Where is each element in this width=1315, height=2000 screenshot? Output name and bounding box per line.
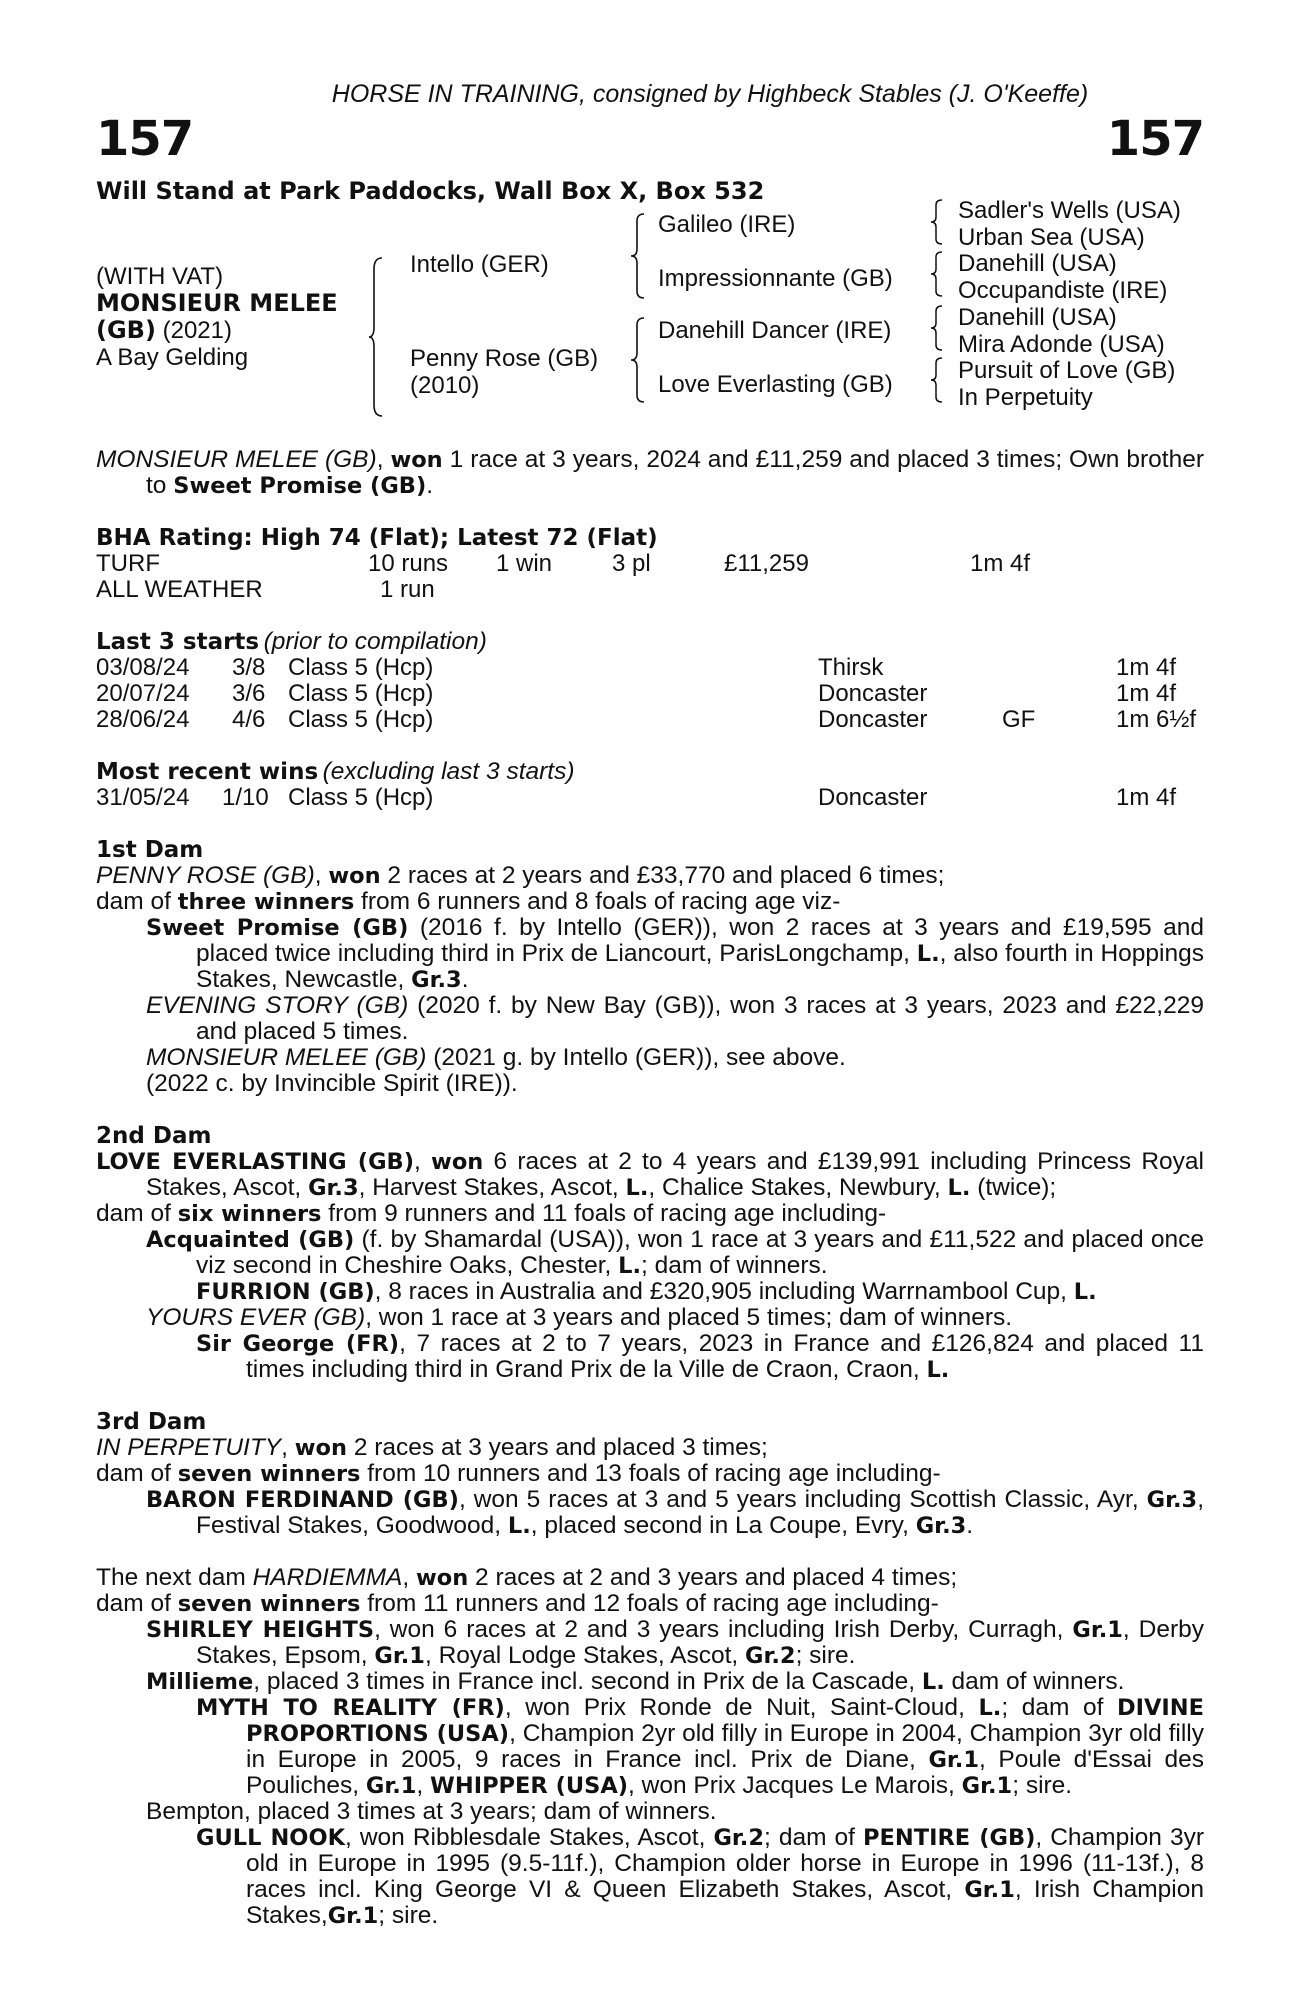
listed-mark: L.	[947, 1175, 971, 1201]
rating-distance: 1m 4f	[970, 550, 1031, 577]
progeny-text: , 7 races at 2 to 7 years, 2023 in France and £126,824 and placed 11 times including third in Grand Prix de la Ville de Craon, Craon,	[246, 1330, 1204, 1383]
rating-surface: TURF	[96, 550, 160, 577]
group-mark: Gr.2	[713, 1825, 764, 1851]
progeny-text: , won 1 race at 3 years and placed 5 times; dam of winners.	[365, 1304, 1013, 1331]
group-mark: Gr.1	[964, 1877, 1015, 1903]
progeny-text: .	[461, 966, 469, 993]
dam-of-label: dam of	[96, 888, 178, 915]
progeny-text: ; dam of	[1001, 1694, 1117, 1721]
progeny-text: ,	[416, 1772, 431, 1799]
second-dam-record: LOVE EVERLASTING (GB), won 6 races at 2 to 4 years and £139,991 including Princess Royal Stakes, Ascot, Gr.3, Harvest Stakes, Ascot, L., Chalice Stakes, Newbury, L. (twice);	[96, 1148, 1204, 1201]
progeny-text: (f. by Shamardal (USA)), won 1 race at 3 years and £11,522 and placed once viz second in Cheshire Oaks, Chester,	[196, 1226, 1204, 1279]
progeny-text: , Derby Stakes, Epsom,	[196, 1616, 1204, 1669]
progeny-name: Millieme	[146, 1669, 254, 1695]
progeny-text: .	[966, 1512, 974, 1539]
lot-number-left: 157	[96, 111, 194, 167]
progeny-text: , placed 3 times in France incl. second in Prix de la Cascade,	[253, 1668, 922, 1695]
progeny-name: SHIRLEY HEIGHTS	[146, 1617, 375, 1643]
sire-sire: Galileo (IRE)	[658, 211, 796, 238]
start-date: 20/07/24	[96, 680, 190, 707]
progeny-name: Sir George (FR)	[196, 1331, 400, 1357]
start-position: 4/6	[232, 706, 266, 733]
progeny-text: , won 6 races at 2 and 3 years including Irish Derby, Curragh,	[374, 1616, 1073, 1643]
rating-places: 3 pl	[612, 550, 651, 577]
horse-name: MONSIEUR MELEE	[96, 289, 338, 317]
progeny-entry: Bempton, placed 3 times at 3 years; dam of winners.	[146, 1798, 717, 1825]
win-position: 1/10	[222, 784, 269, 811]
dam-of-label: dam of	[96, 1460, 178, 1487]
start-class: Class 5 (Hcp)	[288, 680, 434, 707]
horse-description: A Bay Gelding	[96, 344, 249, 371]
start-class: Class 5 (Hcp)	[288, 654, 434, 681]
start-distance: 1m 4f	[1116, 680, 1177, 707]
progeny-text: , placed second in La Coupe, Evry,	[530, 1512, 916, 1539]
start-distance: 1m 6½f	[1116, 706, 1197, 733]
progeny-name: Acquainted (GB)	[146, 1227, 355, 1253]
group-mark: Gr.1	[365, 1773, 417, 1799]
first-dam-foals: from 6 runners and 8 foals of racing age viz-	[354, 888, 841, 915]
progeny-name: GULL NOOK	[196, 1825, 346, 1851]
start-row	[96, 681, 1204, 707]
group-mark: Gr.1	[928, 1747, 979, 1773]
horse-year: (2021)	[162, 317, 232, 344]
progeny-text: , won Ribblesdale Stakes, Ascot,	[345, 1824, 714, 1851]
second-dam-heading: 2nd Dam	[96, 1123, 212, 1149]
summary-text: 1 race at 3 years, 2024 and £11,259 and placed 3 times; Own brother to	[146, 446, 1204, 499]
group-mark: Gr.1	[961, 1773, 1013, 1799]
progeny-text: , Champion 2yr old filly in Europe in 2004, Champion 3yr old filly in Europe in 2005, 9 races in France incl. Prix de Diane,	[246, 1720, 1204, 1773]
start-course: Doncaster	[818, 680, 928, 707]
next-dam-section: The next dam HARDIEMMA, won 2 races at 2 and 3 years and placed 4 times; dam of seven winners from 11 runners and 12 foals of racing age including- SHIRLEY HEIGHTS, won 6 races at 2 and 3 years including Irish Derby, Curragh, Gr.1, Derby Stakes, Epsom, Gr.1, Royal Lodge Stakes, Ascot, Gr.2; sire. Millieme, placed 3 times in France incl. second in Prix de la Cascade, L. dam of winners. MYTH TO REALITY (FR), won Prix Ronde de Nuit, Saint-Cloud, L.; dam of DIVINE PROPORTIONS (USA), Champion 2yr old filly in Europe in 2004, Champion 3yr old filly in Europe in 2005, 9 races in France incl. Prix de Diane, Gr.1, Poule d'Essai des Pouliches, Gr.1, WHIPPER (USA), won Prix Jacques Le Marois, Gr.1; sire. Bempton, placed 3 times at 3 years; dam of winners. GULL NOOK, won Ribblesdale Stakes, Ascot, Gr.2; dam of PENTIRE (GB), Champion 3yr old in Europe in 1995 (9.5-11f.), Champion older horse in Europe in 1996 (11-13f.), 8 races incl. King George VI & Queen Elizabeth Stakes, Ascot, Gr.1, Irish Champion Stakes,Gr.1; sire.	[96, 1564, 1205, 1929]
third-dam-heading: 3rd Dam	[96, 1409, 207, 1435]
rating-row	[96, 551, 1204, 577]
progeny-text: , won 5 races at 3 and 5 years including Scottish Classic, Ayr,	[458, 1486, 1147, 1513]
rating-title: BHA Rating: High 74 (Flat); Latest 72 (Flat)	[96, 525, 658, 551]
pedigree-table	[96, 197, 1204, 435]
rating-runs: 1 run	[380, 576, 435, 603]
listed-mark: L.	[1073, 1279, 1097, 1305]
progeny-entry: (2022 c. by Invincible Spirit (IRE)).	[146, 1070, 518, 1097]
first-dam-winners: three winners	[177, 889, 355, 915]
progeny-text: dam of winners.	[944, 1668, 1125, 1695]
group-mark: Gr.1	[327, 1903, 379, 1929]
third-dam-won: won	[294, 1435, 348, 1461]
progeny-text: , Poule d'Essai des Pouliches,	[246, 1746, 1205, 1799]
progeny-text: , also fourth in Hoppings Stakes, Newcastle,	[196, 940, 1204, 993]
grand-progeny-entry	[96, 1331, 1204, 1383]
group-mark: Gr.3	[915, 1513, 967, 1539]
start-date: 28/06/24	[96, 706, 190, 733]
listed-mark: L.	[618, 1253, 642, 1279]
dam-sire: Danehill Dancer (IRE)	[658, 317, 892, 344]
rating-runs: 10 runs	[368, 550, 449, 577]
progeny-text: ; sire.	[378, 1902, 439, 1929]
summary-end: .	[426, 472, 434, 499]
progeny-text: ; sire.	[795, 1642, 856, 1669]
dam-dam-sire: Pursuit of Love (GB)	[958, 357, 1176, 384]
brace-dam-line	[630, 317, 646, 403]
progeny-name: WHIPPER (USA)	[430, 1773, 629, 1799]
brace-dd	[930, 357, 946, 403]
start-position: 3/6	[232, 680, 266, 707]
win-distance: 1m 4f	[1116, 784, 1177, 811]
progeny-text: ; dam of winners.	[641, 1252, 828, 1279]
win-date: 31/05/24	[96, 784, 190, 811]
summary-won: won	[390, 447, 443, 473]
third-dam-record: 2 races at 3 years and placed 3 times;	[347, 1434, 768, 1461]
progeny-name: MYTH TO REALITY (FR)	[196, 1695, 505, 1721]
listed-mark: L.	[916, 941, 940, 967]
second-dam-name: LOVE EVERLASTING (GB)	[96, 1149, 414, 1175]
record-text: , Harvest Stakes, Ascot,	[358, 1174, 626, 1201]
group-mark: Gr.1	[1072, 1617, 1123, 1643]
next-dam-winners: seven winners	[177, 1591, 361, 1617]
first-dam-heading: 1st Dam	[96, 837, 204, 863]
win-row	[96, 785, 1204, 811]
listed-mark: L.	[921, 1669, 945, 1695]
brace-ds	[930, 305, 946, 351]
record-text: , Chalice Stakes, Newbury,	[648, 1174, 948, 1201]
sire-sire-dam: Urban Sea (USA)	[958, 224, 1145, 251]
group-mark: Gr.3	[308, 1175, 359, 1201]
progeny-name: Sweet Promise (GB)	[146, 915, 409, 941]
lot-number-row	[96, 111, 1204, 169]
progeny-text: , Festival Stakes, Goodwood,	[196, 1486, 1205, 1539]
rating-surface: ALL WEATHER	[96, 576, 263, 603]
grand-progeny-entry	[96, 1695, 1204, 1799]
brace-sire-line	[630, 213, 646, 299]
progeny-name: BARON FERDINAND (GB)	[146, 1487, 459, 1513]
summary-brother: Sweet Promise (GB)	[173, 473, 427, 499]
dam-of-label: dam of	[96, 1200, 178, 1227]
start-date: 03/08/24	[96, 654, 190, 681]
sire: Intello (GER)	[410, 251, 549, 278]
dam-dam: Love Everlasting (GB)	[658, 371, 893, 398]
progeny-text: , won Prix Ronde de Nuit, Saint-Cloud,	[504, 1694, 979, 1721]
progeny-name: EVENING STORY (GB)	[146, 992, 409, 1019]
progeny-text: , Champion 3yr old in Europe in 1995 (9.5-11f.), Champion older horse in Europe in 1996 (11-13f.), 8 races incl. King George VI & Queen Elizabeth Stakes, Ascot,	[246, 1824, 1204, 1903]
last-starts-title: Last 3 starts	[96, 629, 260, 655]
record-text: (twice);	[970, 1174, 1057, 1201]
next-dam-foals: from 11 runners and 12 foals of racing age including-	[360, 1590, 939, 1617]
sire-dam-sire: Danehill (USA)	[958, 250, 1117, 277]
win-course: Doncaster	[818, 784, 928, 811]
progeny-text: , Irish Champion Stakes,	[246, 1876, 1204, 1929]
first-dam-name: PENNY ROSE (GB)	[96, 862, 315, 889]
second-dam-won: won	[431, 1149, 484, 1175]
progeny-entry	[96, 1045, 1204, 1071]
catalogue-page	[96, 80, 1204, 1929]
progeny-text: ; dam of	[764, 1824, 864, 1851]
first-dam-record: 2 races at 2 years and £33,770 and placed 6 times;	[380, 862, 945, 889]
next-dam-name: HARDIEMMA	[252, 1564, 403, 1591]
progeny-entry	[96, 993, 1204, 1045]
last-starts-section	[96, 629, 1204, 733]
group-mark: Gr.2	[745, 1643, 796, 1669]
recent-wins-note: (excluding last 3 starts)	[322, 758, 575, 785]
progeny-text: , won Prix Jacques Le Marois,	[628, 1772, 962, 1799]
third-dam-name: IN PERPETUITY	[96, 1434, 282, 1461]
progeny-name: FURRION (GB)	[196, 1279, 375, 1305]
third-dam-section: 3rd Dam IN PERPETUITY, won 2 races at 3 years and placed 3 times; dam of seven winners from 10 runners and 13 foals of racing age including- BARON FERDINAND (GB), won 5 races at 3 and 5 years including Scottish Classic, Ayr, Gr.3, Festival Stakes, Goodwood, L., placed second in La Coupe, Evry, Gr.3.	[96, 1409, 1205, 1539]
listed-mark: L.	[507, 1513, 531, 1539]
progeny-entry	[96, 1227, 1204, 1279]
sire-dam-dam: Occupandiste (IRE)	[958, 277, 1168, 304]
progeny-text: (2020 f. by New Bay (GB)), won 3 races at 3 years, 2023 and £22,229 and placed 5 times.	[196, 992, 1204, 1045]
second-dam-foals: from 9 runners and 11 foals of racing age including-	[321, 1200, 887, 1227]
group-mark: Gr.1	[374, 1643, 425, 1669]
dam-of-label: dam of	[96, 1590, 178, 1617]
progeny-entry	[96, 1669, 1204, 1695]
rating-row	[96, 577, 1204, 603]
vat-label: (WITH VAT)	[96, 263, 224, 290]
start-going: GF	[1002, 706, 1036, 733]
progeny-name: DIVINE PROPORTIONS (USA)	[246, 1695, 1205, 1747]
progeny-entry	[96, 1487, 1204, 1539]
progeny-entry	[96, 915, 1204, 993]
next-dam-intro: The next dam	[96, 1564, 253, 1591]
sire-dam: Impressionnante (GB)	[658, 265, 893, 292]
recent-wins-title: Most recent wins	[96, 759, 319, 785]
rating-prize: £11,259	[724, 550, 809, 577]
start-position: 3/8	[232, 654, 266, 681]
dam-sire-sire: Danehill (USA)	[958, 304, 1117, 331]
first-dam-section: 1st Dam PENNY ROSE (GB), won 2 races at 2 years and £33,770 and placed 6 times; dam of three winners from 6 runners and 8 foals of racing age viz- Sweet Promise (GB) (2016 f. by Intello (GER)), won 2 races at 3 years and £19,595 and placed twice including third in Prix de Liancourt, ParisLongchamp, L., also fourth in Hoppings Stakes, Newcastle, Gr.3. EVENING STORY (GB) (2020 f. by New Bay (GB)), won 3 races at 3 years, 2023 and £22,229 and placed 5 times. MONSIEUR MELEE (GB) (2021 g. by Intello (GER)), see above. (2022 c. by Invincible Spirit (IRE)).	[96, 837, 1204, 1097]
progeny-entry	[96, 1305, 1204, 1331]
progeny-text: , Royal Lodge Stakes, Ascot,	[424, 1642, 745, 1669]
listed-mark: L.	[625, 1175, 649, 1201]
record-text: 6 races at 2 to 4 years and £139,991 including Princess Royal Stakes, Ascot,	[146, 1148, 1204, 1201]
group-mark: Gr.3	[1146, 1487, 1198, 1513]
progeny-name: YOURS EVER (GB)	[146, 1304, 366, 1331]
progeny-entry	[96, 1617, 1204, 1669]
start-distance: 1m 4f	[1116, 654, 1177, 681]
last-starts-note: (prior to compilation)	[263, 628, 487, 655]
brace-sd	[930, 251, 946, 297]
second-dam-winners: six winners	[177, 1201, 322, 1227]
listed-mark: L.	[978, 1695, 1002, 1721]
next-dam-won: won	[415, 1565, 469, 1591]
dam-sire-dam: Mira Adonde (USA)	[958, 331, 1165, 358]
first-dam-won: won	[328, 863, 381, 889]
listed-mark: L.	[926, 1357, 950, 1383]
page-header: HORSE IN TRAINING, consigned by Highbeck Stables (J. O'Keeffe)	[331, 80, 1089, 108]
next-dam-record: 2 races at 2 and 3 years and placed 4 times;	[468, 1564, 958, 1591]
stand-location: Will Stand at Park Paddocks, Wall Box X, Box 532	[96, 177, 765, 205]
lot-number-right: 157	[1106, 111, 1204, 167]
third-dam-foals: from 10 runners and 13 foals of racing age including-	[360, 1460, 941, 1487]
third-dam-winners: seven winners	[177, 1461, 361, 1487]
recent-wins-section	[96, 759, 1204, 811]
race-summary: MONSIEUR MELEE (GB), won 1 race at 3 years, 2024 and £11,259 and placed 3 times; Own brother to Sweet Promise (GB).	[96, 446, 1204, 499]
start-row	[96, 707, 1204, 733]
second-dam-section	[96, 1123, 1204, 1383]
start-course: Doncaster	[818, 706, 928, 733]
progeny-text: ; sire.	[1012, 1772, 1073, 1799]
dam: Penny Rose (GB)	[410, 345, 599, 372]
grand-progeny-entry	[96, 1825, 1204, 1929]
progeny-name: MONSIEUR MELEE (GB)	[146, 1044, 427, 1071]
horse-origin: (GB)	[96, 316, 156, 344]
dam-dam-dam: In Perpetuity	[958, 384, 1093, 411]
start-row	[96, 655, 1204, 681]
dam-year: (2010)	[410, 372, 480, 399]
rating-section	[96, 525, 1204, 603]
brace-ss	[930, 199, 946, 245]
progeny-name: PENTIRE (GB)	[863, 1825, 1036, 1851]
horse-block	[96, 263, 338, 371]
sire-sire-sire: Sadler's Wells (USA)	[958, 197, 1181, 224]
progeny-text: , 8 races in Australia and £320,905 including Warrnambool Cup,	[374, 1278, 1074, 1305]
summary-horse-name: MONSIEUR MELEE (GB)	[96, 446, 377, 473]
win-class: Class 5 (Hcp)	[288, 784, 434, 811]
rating-wins: 1 win	[496, 550, 553, 577]
grand-progeny-entry	[96, 1279, 1204, 1305]
progeny-text: (2016 f. by Intello (GER)), won 2 races at 3 years and £19,595 and placed twice including third in Prix de Liancourt, ParisLongchamp,	[196, 914, 1204, 967]
start-course: Thirsk	[818, 654, 884, 681]
brace-generation-1	[368, 257, 384, 417]
group-mark: Gr.3	[411, 967, 462, 993]
start-class: Class 5 (Hcp)	[288, 706, 434, 733]
progeny-text: (2021 g. by Intello (GER)), see above.	[426, 1044, 846, 1071]
